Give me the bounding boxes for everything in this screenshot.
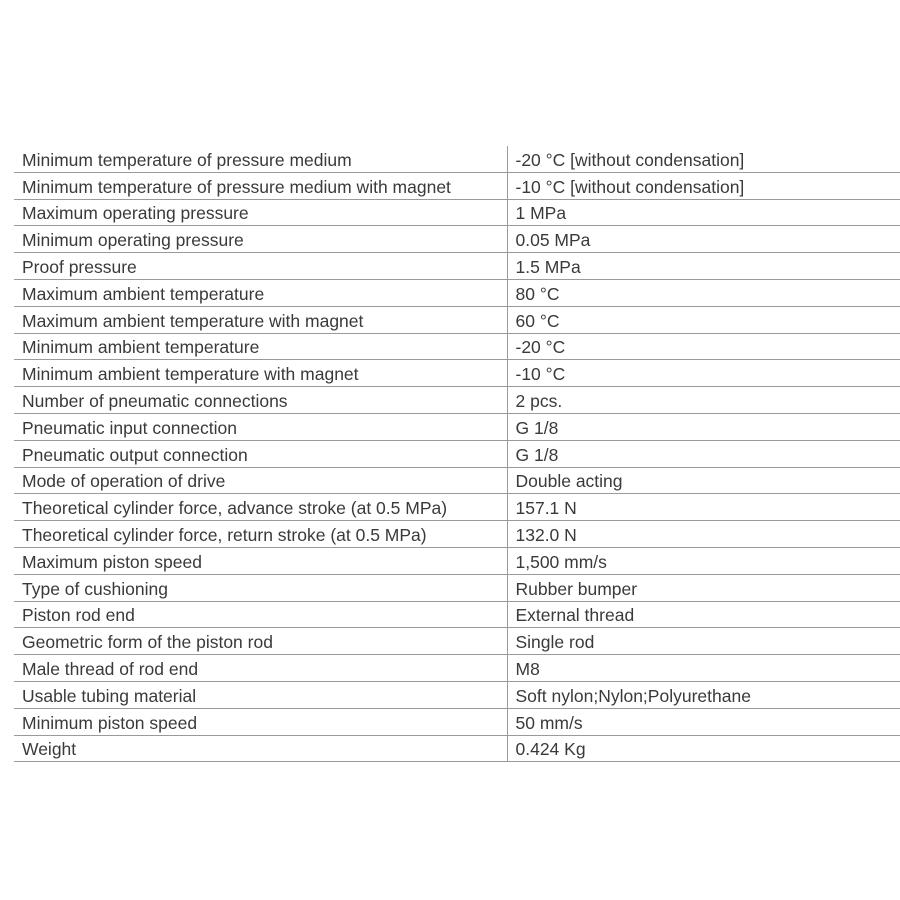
spec-label: Usable tubing material bbox=[14, 681, 507, 708]
spec-row bbox=[14, 387, 900, 414]
spec-label: Theoretical cylinder force, advance stroke (at 0.5 MPa) bbox=[14, 494, 507, 521]
spec-table bbox=[14, 146, 900, 762]
spec-value: G 1/8 bbox=[507, 413, 900, 440]
spec-value: 0.424 Kg bbox=[507, 735, 900, 762]
spec-label: Minimum temperature of pressure medium with magnet bbox=[14, 172, 507, 199]
spec-label: Geometric form of the piston rod bbox=[14, 628, 507, 655]
spec-value: Double acting bbox=[507, 467, 900, 494]
spec-row bbox=[14, 279, 900, 306]
spec-label: Pneumatic input connection bbox=[14, 413, 507, 440]
spec-row bbox=[14, 601, 900, 628]
spec-value: 50 mm/s bbox=[507, 708, 900, 735]
spec-row bbox=[14, 467, 900, 494]
spec-row bbox=[14, 681, 900, 708]
spec-label: Type of cushioning bbox=[14, 574, 507, 601]
spec-value: -10 °C bbox=[507, 360, 900, 387]
spec-value: Rubber bumper bbox=[507, 574, 900, 601]
spec-row bbox=[14, 146, 900, 172]
spec-value: 1.5 MPa bbox=[507, 253, 900, 280]
spec-row bbox=[14, 226, 900, 253]
spec-row bbox=[14, 655, 900, 682]
spec-row bbox=[14, 521, 900, 548]
spec-row bbox=[14, 440, 900, 467]
spec-row bbox=[14, 306, 900, 333]
spec-value: 157.1 N bbox=[507, 494, 900, 521]
spec-value: Soft nylon;Nylon;Polyurethane bbox=[507, 681, 900, 708]
spec-value: 2 pcs. bbox=[507, 387, 900, 414]
spec-value: M8 bbox=[507, 655, 900, 682]
spec-row bbox=[14, 708, 900, 735]
spec-label: Mode of operation of drive bbox=[14, 467, 507, 494]
spec-label: Male thread of rod end bbox=[14, 655, 507, 682]
spec-label: Maximum ambient temperature with magnet bbox=[14, 306, 507, 333]
spec-row bbox=[14, 199, 900, 226]
spec-value: 132.0 N bbox=[507, 521, 900, 548]
spec-label: Maximum piston speed bbox=[14, 547, 507, 574]
spec-label: Pneumatic output connection bbox=[14, 440, 507, 467]
spec-row bbox=[14, 494, 900, 521]
spec-value: -10 °C [without condensation] bbox=[507, 172, 900, 199]
spec-value: -20 °C [without condensation] bbox=[507, 146, 900, 172]
spec-value: 0.05 MPa bbox=[507, 226, 900, 253]
spec-label: Weight bbox=[14, 735, 507, 762]
spec-row bbox=[14, 413, 900, 440]
spec-row bbox=[14, 360, 900, 387]
spec-row bbox=[14, 172, 900, 199]
spec-label: Minimum piston speed bbox=[14, 708, 507, 735]
spec-value: -20 °C bbox=[507, 333, 900, 360]
spec-value: Single rod bbox=[507, 628, 900, 655]
spec-value: 60 °C bbox=[507, 306, 900, 333]
spec-label: Maximum operating pressure bbox=[14, 199, 507, 226]
spec-label: Proof pressure bbox=[14, 253, 507, 280]
spec-label: Piston rod end bbox=[14, 601, 507, 628]
spec-label: Minimum operating pressure bbox=[14, 226, 507, 253]
spec-row bbox=[14, 333, 900, 360]
spec-label: Minimum ambient temperature bbox=[14, 333, 507, 360]
spec-row bbox=[14, 735, 900, 762]
spec-label: Minimum temperature of pressure medium bbox=[14, 146, 507, 172]
spec-label: Number of pneumatic connections bbox=[14, 387, 507, 414]
spec-row bbox=[14, 574, 900, 601]
spec-label: Theoretical cylinder force, return stroke (at 0.5 MPa) bbox=[14, 521, 507, 548]
spec-value: G 1/8 bbox=[507, 440, 900, 467]
spec-label: Maximum ambient temperature bbox=[14, 279, 507, 306]
spec-row bbox=[14, 628, 900, 655]
spec-value: 1 MPa bbox=[507, 199, 900, 226]
spec-value: 80 °C bbox=[507, 279, 900, 306]
spec-label: Minimum ambient temperature with magnet bbox=[14, 360, 507, 387]
spec-row bbox=[14, 547, 900, 574]
spec-value: External thread bbox=[507, 601, 900, 628]
spec-value: 1,500 mm/s bbox=[507, 547, 900, 574]
spec-row bbox=[14, 253, 900, 280]
